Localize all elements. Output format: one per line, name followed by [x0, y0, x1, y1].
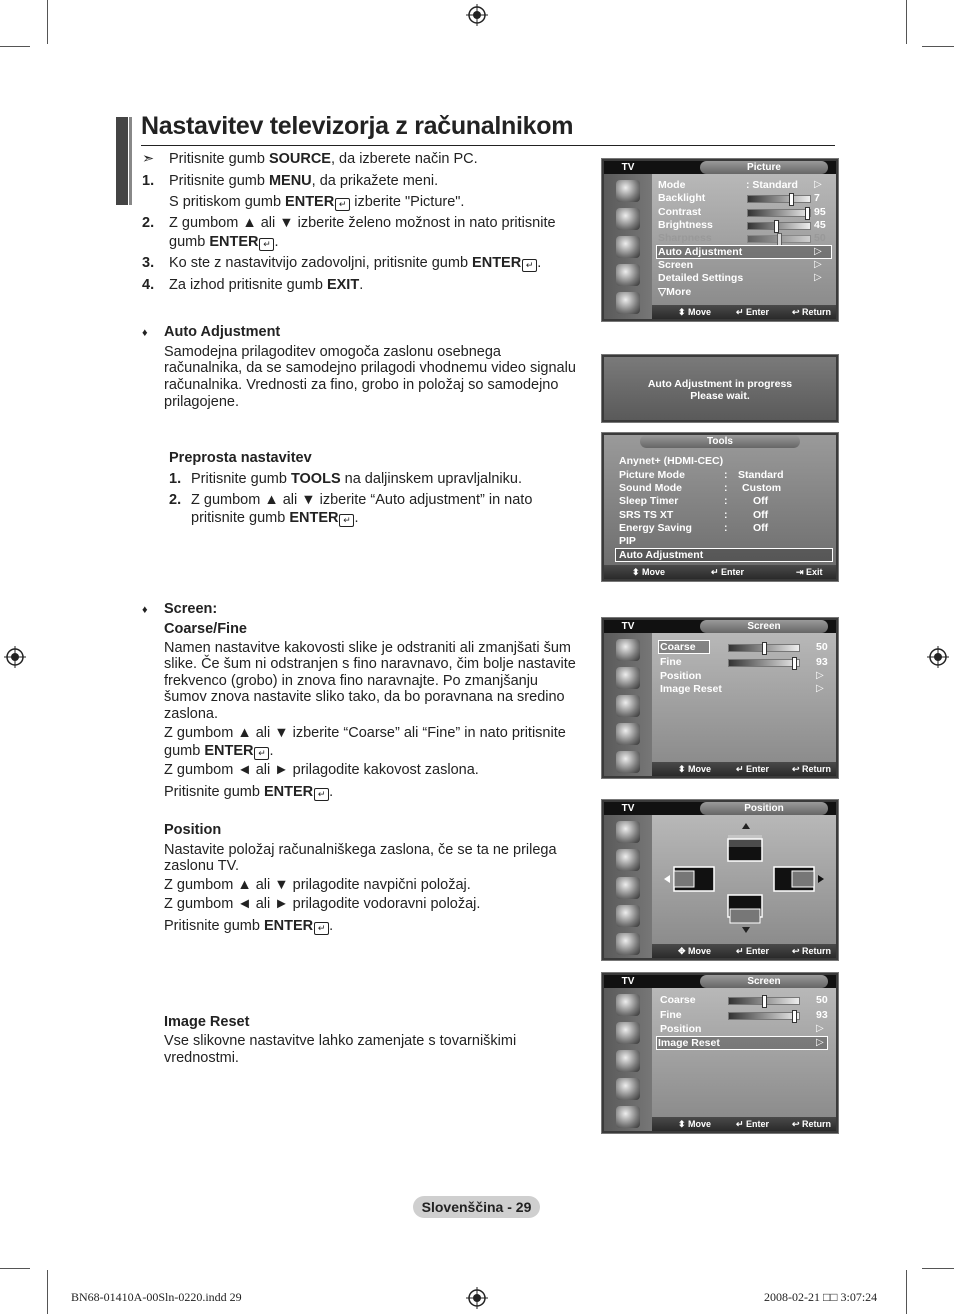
coarse-value: 50: [816, 994, 828, 1006]
osd-footer: [652, 944, 836, 958]
enter-icon: ↵: [339, 514, 354, 527]
channel-icon[interactable]: [616, 695, 640, 717]
fine-value: 93: [816, 1009, 828, 1021]
osd-body: [652, 988, 836, 1117]
screen-desc-line: frekvenco (grobo) in znova fino naravnajte. Po zmanjšanju: [164, 673, 538, 689]
colon: :: [724, 482, 728, 494]
registration-mark-icon: [466, 1287, 488, 1309]
step-number: 2.: [169, 492, 182, 508]
channel-icon[interactable]: [616, 236, 640, 258]
enter-icon: ↵: [314, 788, 329, 801]
step-2b: gumb ENTER ↵ .: [169, 234, 279, 250]
return-hint: ↩ Return: [792, 307, 832, 317]
menu-item-auto-adjustment[interactable]: Auto Adjustment: [658, 246, 743, 258]
crop-mark: [922, 1268, 954, 1269]
arrow-right-icon: ▷: [814, 179, 822, 190]
step-number: 3.: [142, 255, 155, 271]
auto-desc-line: računalnika, da se samodejno prilagodi vhodnemu video signalu: [164, 360, 576, 376]
registration-mark-icon: [4, 646, 26, 668]
slider-knob[interactable]: [789, 193, 794, 206]
arrow-right-icon: ▷: [814, 272, 822, 283]
enter-icon: ↵: [254, 747, 269, 760]
menu-item-fine[interactable]: Fine: [660, 1009, 682, 1021]
page-number-badge: Slovenščina - 29: [413, 1196, 540, 1218]
exit-hint: ⇥ Exit: [796, 567, 823, 577]
note-arrow-icon: ➣: [142, 151, 155, 167]
crop-mark: [47, 1270, 48, 1314]
osd-sidebar: [604, 988, 652, 1131]
picture-icon[interactable]: [616, 639, 640, 661]
slider-knob[interactable]: [774, 220, 779, 233]
menu-item-contrast[interactable]: Contrast: [658, 206, 702, 218]
screen-desc-line: slike. Če šum ni odstranjen s fino naravnavo, čim bolje nastavite: [164, 656, 576, 672]
setup-icon[interactable]: [616, 905, 640, 927]
coarse-value: 50: [816, 641, 828, 653]
return-hint: ↩ Return: [792, 1119, 832, 1129]
osd-sidebar: [604, 174, 652, 319]
title-accent-bar: [116, 117, 128, 205]
crop-mark: [906, 0, 907, 44]
enter-icon: ↵: [335, 198, 350, 211]
colon: :: [724, 469, 728, 481]
osd-header: Tools: [640, 435, 800, 448]
osd-picture-menu: [601, 158, 839, 322]
enter-hint: ↵ Enter: [736, 307, 770, 317]
position-desc-line: zaslonu TV.: [164, 858, 239, 874]
tools-item-sleep-timer[interactable]: Sleep Timer: [619, 495, 679, 507]
sound-icon[interactable]: [616, 1022, 640, 1044]
osd-sidebar: [604, 633, 652, 776]
screen-desc-line: zaslona.: [164, 706, 219, 722]
move-hint: ⬍ Move: [632, 567, 666, 577]
return-hint: ↩ Return: [792, 764, 832, 774]
crop-mark: [906, 1270, 907, 1314]
auto-desc-line: prilagojene.: [164, 394, 239, 410]
crop-mark: [0, 46, 30, 47]
enter-icon: ↵: [314, 922, 329, 935]
crop-mark: [0, 1268, 30, 1269]
step-1: Pritisnite gumb MENU, da prikažete meni.: [169, 173, 439, 189]
subsection-heading: Preprosta nastavitev: [169, 450, 312, 466]
setup-icon[interactable]: [616, 264, 640, 286]
channel-icon[interactable]: [616, 877, 640, 899]
screen-desc-line: šumov znova nastavite sliko tako, da bo poravnana na sredino: [164, 689, 565, 705]
step-4: Za izhod pritisnite gumb EXIT.: [169, 277, 364, 293]
fine-value: 93: [816, 656, 828, 668]
position-desc-line: Z gumbom ◄ ali ► prilagodite vodoravni položaj.: [164, 896, 481, 912]
tools-item-picture-mode[interactable]: Picture Mode: [619, 469, 685, 481]
arrow-right-icon: ▷: [816, 1023, 824, 1034]
tools-item-energy-saving[interactable]: Energy Saving: [619, 522, 692, 534]
auto-desc-line: računalnika. Vrednosti za fino, grobo in položaj so samodejno: [164, 377, 559, 393]
tools-item-anynet[interactable]: Anynet+ (HDMI-CEC): [619, 455, 724, 467]
colon: :: [724, 495, 728, 507]
osd-tv-label: TV: [621, 162, 635, 173]
move-hint: ⬍ Move: [678, 307, 712, 317]
picture-icon[interactable]: [616, 180, 640, 202]
sound-mode-value: Custom: [742, 482, 782, 494]
progress-text: Auto Adjustment in progress: [647, 378, 793, 390]
menu-item-coarse[interactable]: Coarse: [660, 994, 696, 1006]
setup-icon[interactable]: [616, 1078, 640, 1100]
menu-item-position[interactable]: Position: [660, 1023, 702, 1035]
screen-instr: gumb ENTER ↵ .: [164, 743, 274, 759]
input-icon[interactable]: [616, 933, 640, 955]
step-number: 2.: [142, 215, 155, 231]
osd-header: Screen: [700, 620, 828, 633]
sound-icon[interactable]: [616, 208, 640, 230]
menu-item-backlight[interactable]: Backlight: [658, 192, 706, 204]
title-accent-bar: [129, 117, 132, 205]
registration-mark-icon: [466, 4, 488, 26]
bullet-icon: ♦: [142, 604, 148, 616]
reset-desc-line: Vse slikovne nastavitve lahko zamenjate s tovarniškimi: [164, 1033, 517, 1049]
arrow-right-icon: ▷: [816, 683, 824, 694]
step-note: Pritisnite gumb SOURCE, da izberete način PC.: [169, 151, 478, 167]
sound-icon[interactable]: [616, 667, 640, 689]
input-icon[interactable]: [616, 1106, 640, 1128]
step-1b: S pritiskom gumb ENTER ↵ izberite "Picture".: [169, 194, 465, 210]
menu-item-image-reset[interactable]: Image Reset: [660, 683, 722, 695]
arrow-right-icon: ▷: [814, 246, 822, 257]
osd-header: Position: [700, 802, 828, 815]
osd-tv-label: TV: [621, 621, 635, 632]
fine-slider[interactable]: [728, 1012, 800, 1020]
fine-slider[interactable]: [728, 659, 800, 667]
menu-item-brightness[interactable]: Brightness: [658, 219, 713, 231]
sleep-timer-value: Off: [753, 495, 769, 507]
input-icon[interactable]: [616, 292, 640, 314]
colon: :: [724, 522, 728, 534]
coarse-slider[interactable]: [728, 997, 800, 1005]
step-3: Ko ste z nastavitvijo zadovoljni, pritisnite gumb ENTER ↵ .: [169, 255, 542, 271]
osd-body: [652, 174, 836, 305]
tools-item-sound-mode[interactable]: Sound Mode: [619, 482, 682, 494]
contrast-slider[interactable]: [747, 209, 811, 217]
channel-icon[interactable]: [616, 1050, 640, 1072]
osd-header: Picture: [700, 161, 828, 174]
position-desc-line: Z gumbom ▲ ali ▼ prilagodite navpični položaj.: [164, 877, 471, 893]
srs-value: Off: [753, 509, 769, 521]
enter-hint: ↵ Enter: [736, 946, 770, 956]
sharpness-slider[interactable]: [747, 235, 811, 243]
backlight-slider[interactable]: [747, 195, 811, 203]
picture-icon[interactable]: [616, 994, 640, 1016]
return-hint: ↩ Return: [792, 946, 832, 956]
menu-item-fine[interactable]: Fine: [660, 656, 682, 668]
menu-item-screen[interactable]: Screen: [658, 259, 694, 271]
menu-item-more[interactable]: ▽More: [658, 286, 692, 298]
energy-saving-value: Off: [753, 522, 769, 534]
position-instr: Pritisnite gumb ENTER ↵ .: [164, 918, 334, 934]
enter-hint: ↵ Enter: [736, 764, 770, 774]
colon: :: [724, 509, 728, 521]
menu-item-mode[interactable]: Mode: [658, 179, 686, 191]
osd-footer: [652, 762, 836, 776]
print-slug-right: 2008-02-21 □□ 3:07:24: [764, 1290, 878, 1304]
osd-body: [652, 633, 836, 762]
picture-icon[interactable]: [616, 821, 640, 843]
section-heading: Screen:: [164, 601, 218, 617]
backlight-value: 7: [814, 192, 820, 204]
enter-icon: ↵: [259, 238, 274, 251]
crop-mark: [47, 0, 48, 44]
tools-item-auto-adjustment[interactable]: Auto Adjustment: [619, 549, 704, 561]
slider-knob[interactable]: [762, 642, 767, 655]
arrow-right-icon: ▷: [814, 259, 822, 270]
bullet-icon: ♦: [142, 327, 148, 339]
section-heading: Image Reset: [164, 1014, 250, 1030]
menu-item-sharpness[interactable]: Sharpness: [658, 232, 712, 244]
sound-icon[interactable]: [616, 849, 640, 871]
position-desc-line: Nastavite položaj računalniškega zaslona, če se ta ne prilega: [164, 842, 557, 858]
tools-item-pip[interactable]: PIP: [619, 535, 636, 547]
step-2: Z gumbom ▲ ali ▼ izberite želeno možnost in nato pritisnite: [169, 215, 556, 231]
position-diagram: [652, 815, 838, 943]
screen-desc-line: Namen nastavitve kakovosti slike je odstraniti ali zmanjšati šum: [164, 640, 571, 656]
osd-body: [652, 815, 836, 944]
page-title: Nastavitev televizorja z računalnikom: [141, 112, 574, 140]
subsection-heading: Coarse/Fine: [164, 621, 247, 637]
easy-step-2: Z gumbom ▲ ali ▼ izberite “Auto adjustment” in nato: [191, 492, 533, 508]
screen-instr: Z gumbom ◄ ali ► prilagodite kakovost zaslona.: [164, 762, 479, 778]
menu-item-detailed-settings[interactable]: Detailed Settings: [658, 272, 744, 284]
tools-item-srs[interactable]: SRS TS XT: [619, 509, 674, 521]
screen-instr: Z gumbom ▲ ali ▼ izberite “Coarse” ali “Fine” in nato pritisnite: [164, 725, 566, 741]
reset-desc-line: vrednostmi.: [164, 1050, 239, 1066]
arrow-right-icon: ▷: [816, 670, 824, 681]
input-icon[interactable]: [616, 751, 640, 773]
registration-mark-icon: [927, 646, 949, 668]
enter-hint: ↵ Enter: [711, 567, 745, 577]
enter-hint: ↵ Enter: [736, 1119, 770, 1129]
osd-progress-dialog: [601, 354, 839, 423]
osd-footer: [652, 1117, 836, 1131]
menu-item-coarse[interactable]: Coarse: [660, 641, 696, 653]
easy-step-2b: pritisnite gumb ENTER ↵ .: [191, 510, 359, 526]
step-number: 1.: [142, 173, 155, 189]
menu-item-image-reset[interactable]: Image Reset: [658, 1037, 720, 1049]
setup-icon[interactable]: [616, 723, 640, 745]
easy-step-1: Pritisnite gumb TOOLS na daljinskem upravljalniku.: [191, 471, 522, 487]
contrast-value: 95: [814, 206, 826, 218]
progress-wait-text: Please wait.: [690, 390, 750, 402]
move-hint: ✥ Move: [678, 946, 712, 956]
crop-mark: [922, 46, 954, 47]
slider-knob[interactable]: [762, 995, 767, 1008]
picture-mode-value: Standard: [738, 469, 784, 481]
sharpness-value: 50: [814, 232, 826, 244]
osd-footer: [652, 305, 836, 319]
step-number: 1.: [169, 471, 182, 487]
osd-sidebar: [604, 815, 652, 958]
osd-screen-menu: [601, 617, 839, 779]
mode-value: : Standard: [746, 179, 798, 191]
osd-footer: [604, 565, 836, 579]
print-slug-left: BN68-01410A-00Sln-0220.indd 29: [71, 1290, 242, 1304]
brightness-value: 45: [814, 219, 826, 231]
slider-knob[interactable]: [805, 207, 810, 220]
step-number: 4.: [142, 277, 155, 293]
osd-header: Screen: [700, 975, 828, 988]
osd-tv-label: TV: [621, 803, 635, 814]
section-heading: Auto Adjustment: [164, 324, 281, 340]
coarse-slider[interactable]: [728, 644, 800, 652]
arrow-right-icon: ▷: [816, 1037, 824, 1048]
menu-item-position[interactable]: Position: [660, 670, 702, 682]
section-heading: Position: [164, 822, 222, 838]
move-hint: ⬍ Move: [678, 764, 712, 774]
brightness-slider[interactable]: [747, 222, 811, 230]
osd-tv-label: TV: [621, 976, 635, 987]
osd-screen-reset-menu: [601, 972, 839, 1134]
move-hint: ⬍ Move: [678, 1119, 712, 1129]
screen-instr: Pritisnite gumb ENTER ↵ .: [164, 784, 334, 800]
slider-knob[interactable]: [792, 657, 797, 670]
enter-icon: ↵: [522, 259, 537, 272]
osd-tools-menu: [601, 432, 839, 582]
auto-desc-line: Samodejna prilagoditev omogoča zaslonu osebnega: [164, 344, 501, 360]
title-rule: [141, 145, 835, 146]
slider-knob[interactable]: [792, 1010, 797, 1023]
osd-position-menu: [601, 799, 839, 961]
